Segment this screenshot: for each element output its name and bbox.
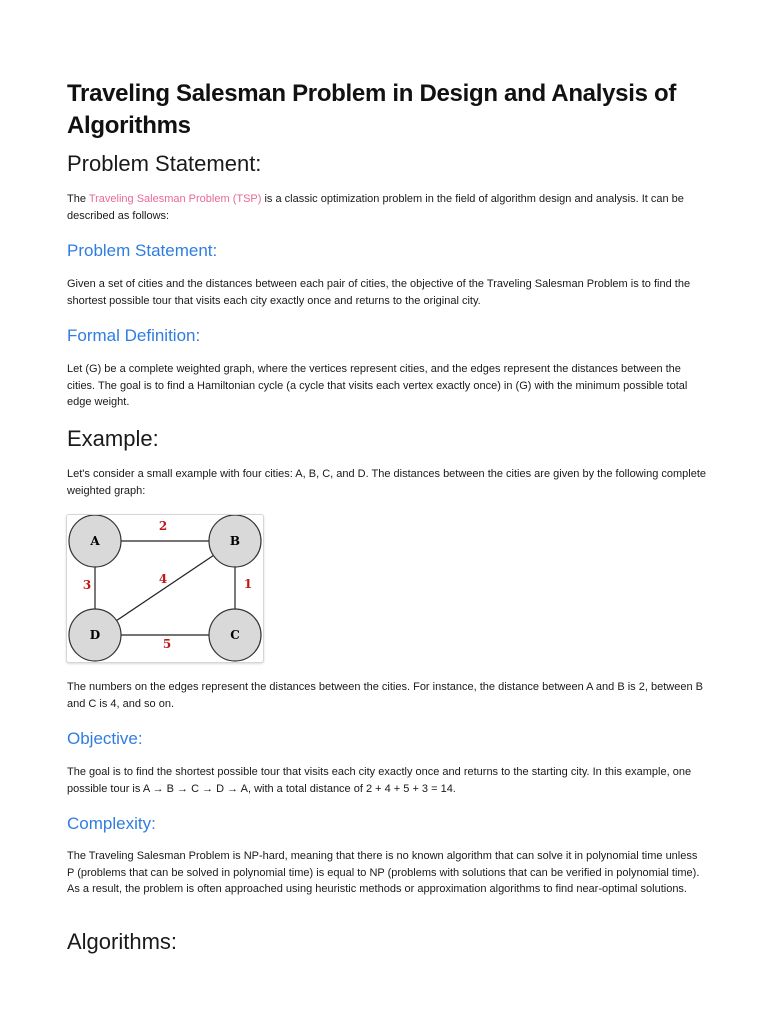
tsp-link[interactable]: Traveling Salesman Problem (TSP) xyxy=(88,193,262,205)
formal-definition-paragraph: Let (G) be a complete weighted graph, where the vertices represent cities, and the edges represent the distances between the cities. The goal is to find a Hamiltonian cycle (a cycle that visits each vertex exactly once) in (G) with the minimum possible total edge weight. xyxy=(67,363,688,409)
subheading-objective: Objective: xyxy=(67,729,143,748)
node-d-label: D xyxy=(89,628,101,642)
edge-a-b-weight: 2 xyxy=(158,519,168,533)
heading-algorithms: Algorithms: xyxy=(67,929,178,954)
edge-a-d-weight: 3 xyxy=(82,578,92,592)
subheading-complexity: Complexity: xyxy=(67,814,156,833)
node-c-label: C xyxy=(230,628,240,642)
edge-d-b-weight: 4 xyxy=(158,572,168,586)
heading-problem-statement: Problem Statement: xyxy=(67,151,262,176)
objective-paragraph: The goal is to find the shortest possible tour that visits each city exactly once and returns to the starting city. In this example, one possible tour is A → B → C → D → A, with a total distance of 2 + 4 + 5 + 3 = 14. xyxy=(67,766,692,795)
node-a-label: A xyxy=(90,534,100,548)
problem-statement-paragraph: Given a set of cities and the distances between each pair of cities, the objective of the Traveling Salesman Problem is to find the shortest possible tour that visits each city exactly once and returns to the original city. xyxy=(67,278,691,307)
edge-b-c-weight: 1 xyxy=(243,577,253,591)
document-title: Traveling Salesman Problem in Design and Analysis of Algorithms xyxy=(67,80,677,139)
graph-figure xyxy=(66,514,264,663)
example-paragraph: Let's consider a small example with four cities: A, B, C, and D. The distances between the cities are given by the following complete weighted graph: xyxy=(67,468,706,497)
after-figure-paragraph: The numbers on the edges represent the distances between the cities. For instance, the distance between A and B is 2, between B and C is 4, and so on. xyxy=(67,681,703,710)
edge-d-c-weight: 5 xyxy=(162,637,172,651)
heading-example: Example: xyxy=(67,426,159,451)
intro-suffix: is a classic optimization problem in the field of algorithm design and analysis. It can be described as follows: xyxy=(67,193,684,222)
complexity-paragraph: The Traveling Salesman Problem is NP-hard, meaning that there is no known algorithm that can solve it in polynomial time unless P (problems that can be solved in polynomial time) is equal to NP (problems with solutions that can be verified in polynomial time). As a result, the problem is often approached using heuristic methods or approximation algorithms to find near-optimal solutions. xyxy=(67,850,700,896)
subheading-problem-statement: Problem Statement: xyxy=(67,241,218,260)
node-b-label: B xyxy=(229,534,241,548)
intro-prefix: The xyxy=(67,193,89,205)
weighted-graph-diagram xyxy=(67,515,263,662)
subheading-formal-definition: Formal Definition: xyxy=(67,326,201,345)
intro-paragraph xyxy=(67,191,707,224)
